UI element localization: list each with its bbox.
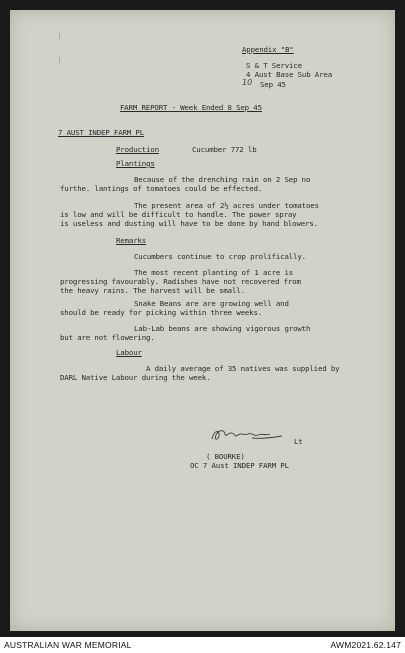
section-heading-remarks: Remarks <box>116 236 147 245</box>
section-heading-plantings: Plantings <box>116 159 155 168</box>
signature-rank: Lt <box>294 437 303 446</box>
document-page <box>10 10 395 631</box>
paragraph-line: is low and will be difficult to handle. The power spray <box>60 210 297 219</box>
paragraph-line: furthe. lantings of tomatoes could be effected. <box>60 184 263 193</box>
footer-bar <box>0 637 405 653</box>
paragraph-line: A daily average of 35 natives was supplied by <box>146 364 340 373</box>
paragraph-line: Because of the drenching rain on 2 Sep no <box>134 175 311 184</box>
report-title: FARM REPORT - Week Ended 8 Sep 45 <box>120 103 262 112</box>
paragraph-line: progressing favourably. Radishes have not recovered from <box>60 277 301 286</box>
paragraph-line: is useless and dusting will have to be done by hand blowers. <box>60 219 318 228</box>
footer-institution: AUSTRALIAN WAR MEMORIAL <box>4 640 132 650</box>
paragraph-line: Snake Beans are are growing well and <box>134 299 289 308</box>
paragraph-line: The present area of 2½ acres under tomatoes <box>134 201 319 210</box>
handwritten-signature <box>208 426 288 444</box>
header-line-1: S & T Service <box>246 61 302 70</box>
header-line-2: 4 Aust Base Sub Area <box>246 70 332 79</box>
signature-name: ( BOURKE) <box>206 452 245 461</box>
production-value: Cucumber 772 lb <box>192 145 257 154</box>
paragraph-line: should be ready for picking within three weeks. <box>60 308 263 317</box>
signature-title: OC 7 Aust INDEP FARM PL <box>190 461 289 470</box>
page-mark: ⋮ <box>56 56 63 64</box>
appendix-label: Appendix "B" <box>242 45 294 54</box>
header-date: Sep 45 <box>260 80 286 89</box>
section-heading-labour: Labour <box>116 348 142 357</box>
paragraph-line: Lab-Lab beans are showing vigorous growth <box>134 324 311 333</box>
paragraph-line: The most recent planting of 1 acre is <box>134 268 294 277</box>
paragraph-line: the heavy rains. The harvest will be small. <box>60 286 245 295</box>
handwritten-date-day: 10 <box>242 78 253 87</box>
production-label: Production <box>116 145 159 154</box>
paragraph-line: DARL Native Labour during the week. <box>60 373 211 382</box>
paragraph-line: but are not flowering. <box>60 333 155 342</box>
page-mark: ⋮ <box>56 32 63 40</box>
paragraph-line: Cucumbers continue to crop prolifically. <box>134 252 306 261</box>
footer-catalogue-id: AWM2021.62.147 <box>330 640 401 650</box>
unit-title: 7 AUST INDEP FARM PL <box>58 128 144 137</box>
